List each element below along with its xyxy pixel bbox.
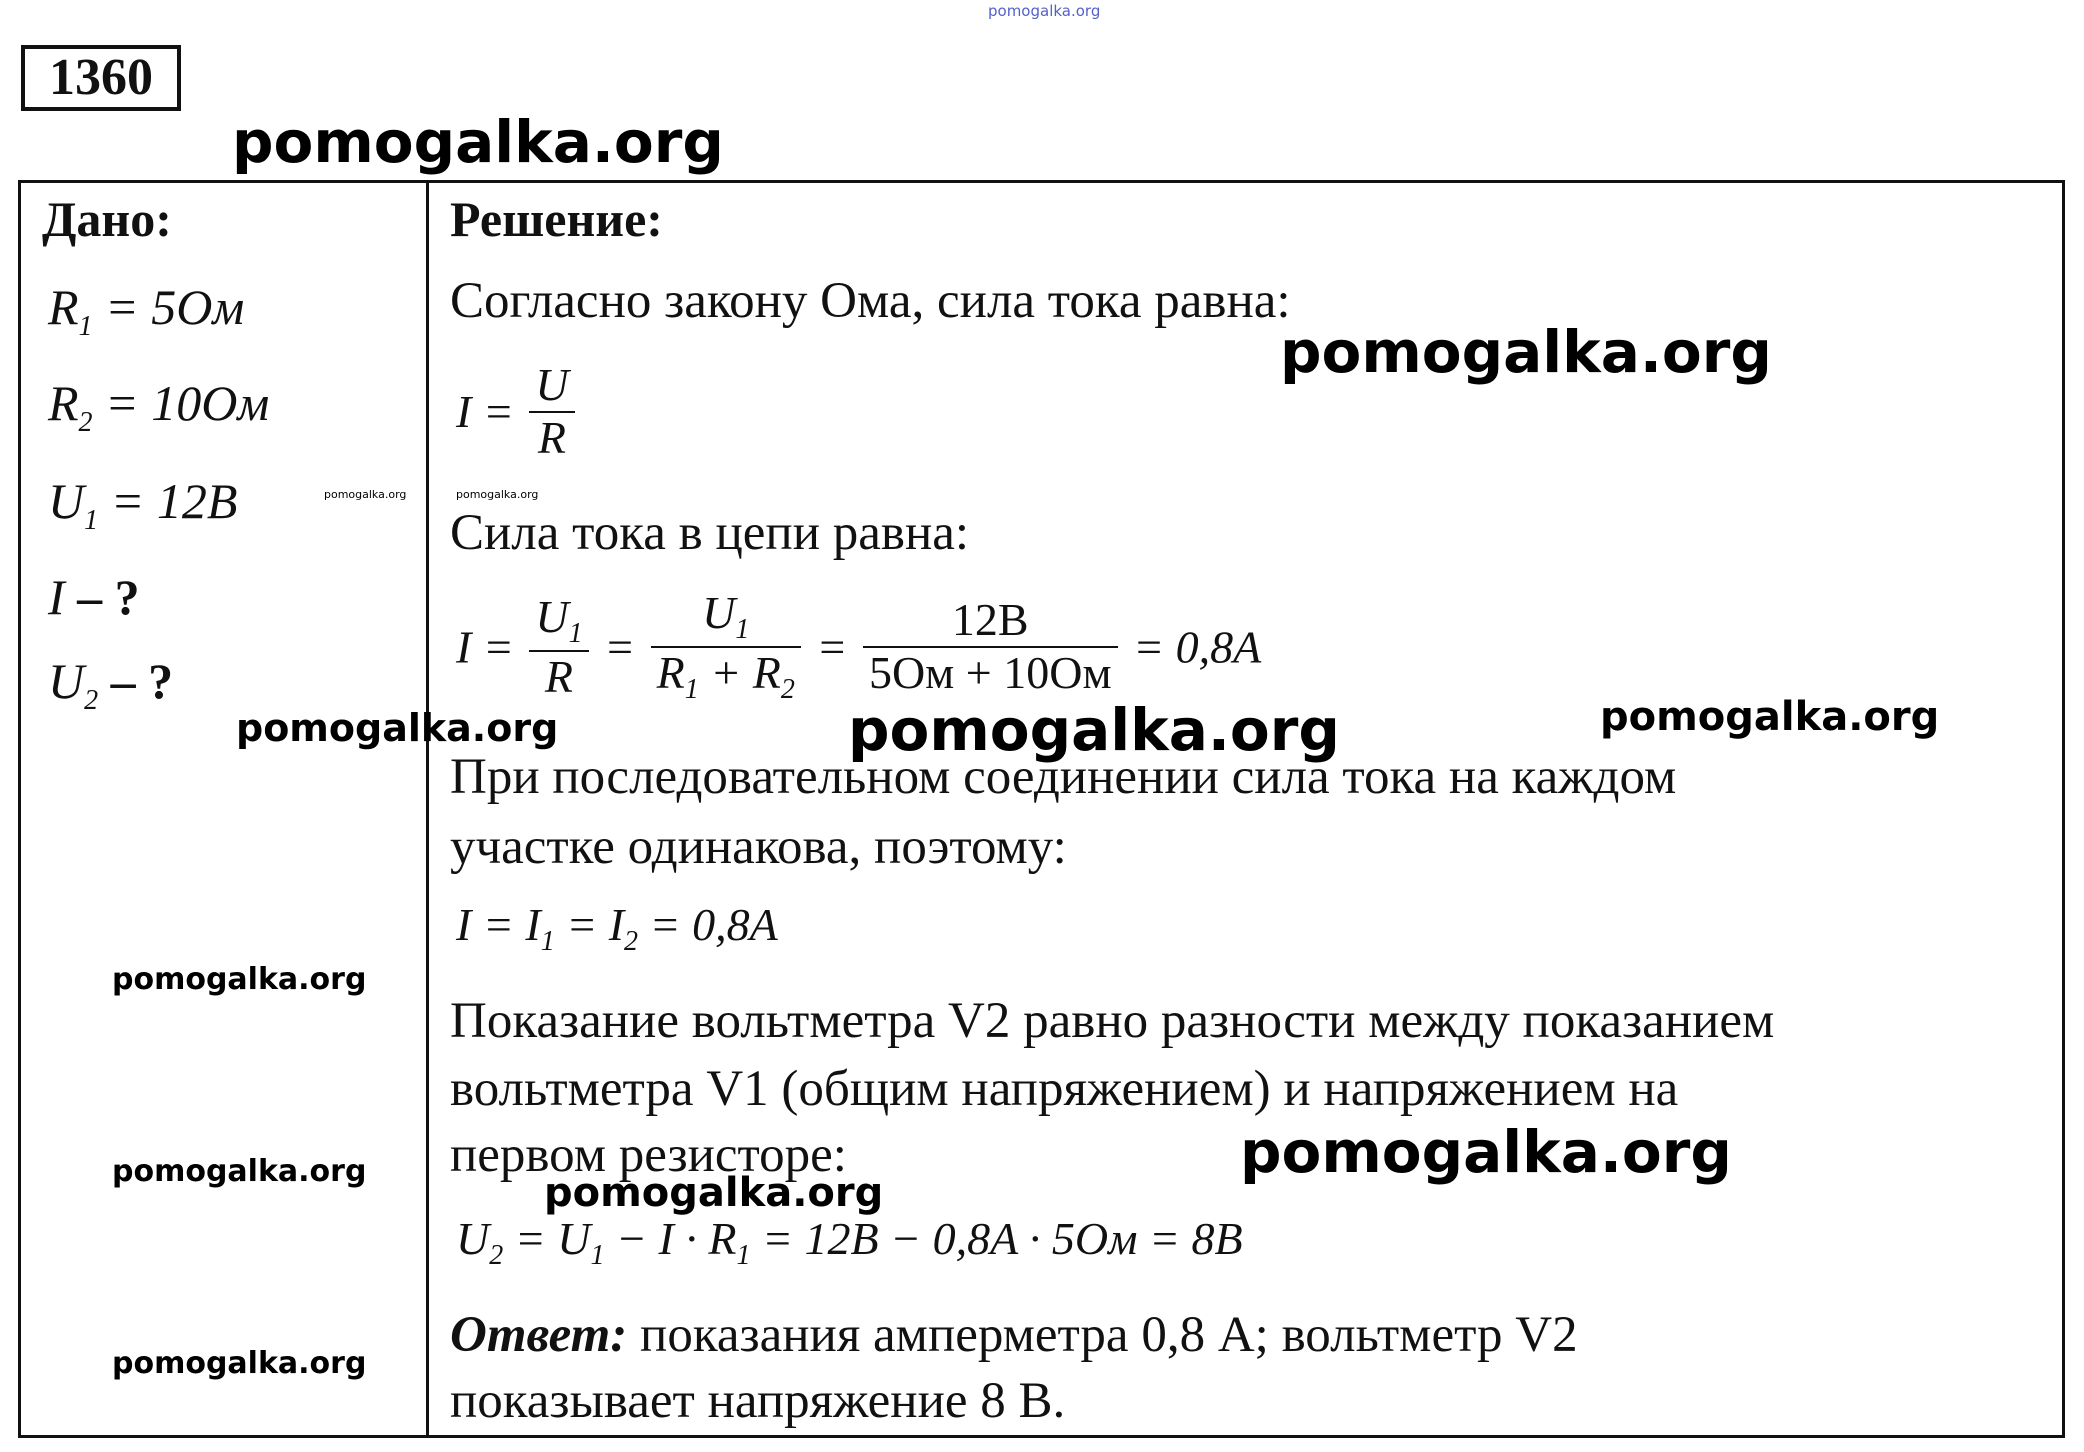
- formula-u2: $U_2 = U_1 - I \cdot R_1 = 12В - 0,8A \cdot 5Ом = 8В$: [456, 1213, 1243, 1272]
- watermark-center: pomogalka.org: [848, 696, 1340, 764]
- watermark-left-2: pomogalka.org: [112, 962, 367, 997]
- watermark-left-4: pomogalka.org: [112, 1346, 367, 1381]
- solution-line-voltmeter-b: вольтметра V1 (общим напряжением) и напряжением на: [450, 1061, 1679, 1117]
- given-r2: $R_2 = 10Ом$: [48, 375, 270, 438]
- solution-line-series-a: При последовательном соединении сила тока на каждом: [450, 749, 1677, 805]
- given-u1: $U_1 = 12В$: [48, 473, 238, 536]
- watermark-left-3: pomogalka.org: [112, 1154, 367, 1189]
- given-heading: Дано:: [42, 191, 172, 247]
- given-r1: $R_1 = 5Ом$: [48, 279, 245, 342]
- watermark-top[interactable]: pomogalka.org: [988, 2, 1101, 20]
- watermark-left-1: pomogalka.org: [236, 706, 559, 750]
- watermark-tiny-2: pomogalka.org: [456, 488, 539, 501]
- find-i: I – ?: [48, 569, 140, 625]
- watermark-right-1: pomogalka.org: [1280, 318, 1772, 386]
- solution-line-ohm-law: Согласно закону Ома, сила тока равна:: [450, 273, 1291, 329]
- watermark-mid-low: pomogalka.org: [544, 1170, 884, 1216]
- solution-line-current: Сила тока в цепи равна:: [450, 505, 970, 561]
- solution-line-voltmeter-a: Показание вольтметра V2 равно разности между показанием: [450, 993, 1775, 1049]
- solution-line-series-b: участке одинакова, поэтому:: [450, 819, 1067, 875]
- formula-current-calc: I = $\frac{U_1}{R}$ = $\frac{U_1}{R_1 + R_2}$ = $\frac{12В}{5Ом + 10Ом}$ = 0,8A: [456, 587, 1262, 706]
- solution-heading: Решение:: [450, 191, 663, 247]
- column-divider: [426, 180, 429, 1438]
- watermark-right-2: pomogalka.org: [1600, 694, 1940, 740]
- solution-line-voltmeter-c: первом резисторе:: [450, 1127, 847, 1183]
- watermark-header: pomogalka.org: [232, 108, 724, 176]
- problem-number: 1360: [21, 45, 181, 111]
- answer-line-a: Ответ: показания амперметра 0,8 А; вольтметр V2: [450, 1307, 1578, 1363]
- answer-line-b: показывает напряжение 8 В.: [450, 1373, 1066, 1429]
- answer-label: Ответ:: [450, 1307, 628, 1363]
- watermark-tiny-1: pomogalka.org: [324, 488, 407, 501]
- find-u2: $U_2$ – ?: [48, 653, 174, 716]
- formula-ohm: I = $\frac{U}{R}$: [456, 360, 579, 463]
- watermark-right-3: pomogalka.org: [1240, 1118, 1732, 1186]
- formula-currents-equal: $I = I_1 = I_2 = 0,8A$: [456, 899, 778, 958]
